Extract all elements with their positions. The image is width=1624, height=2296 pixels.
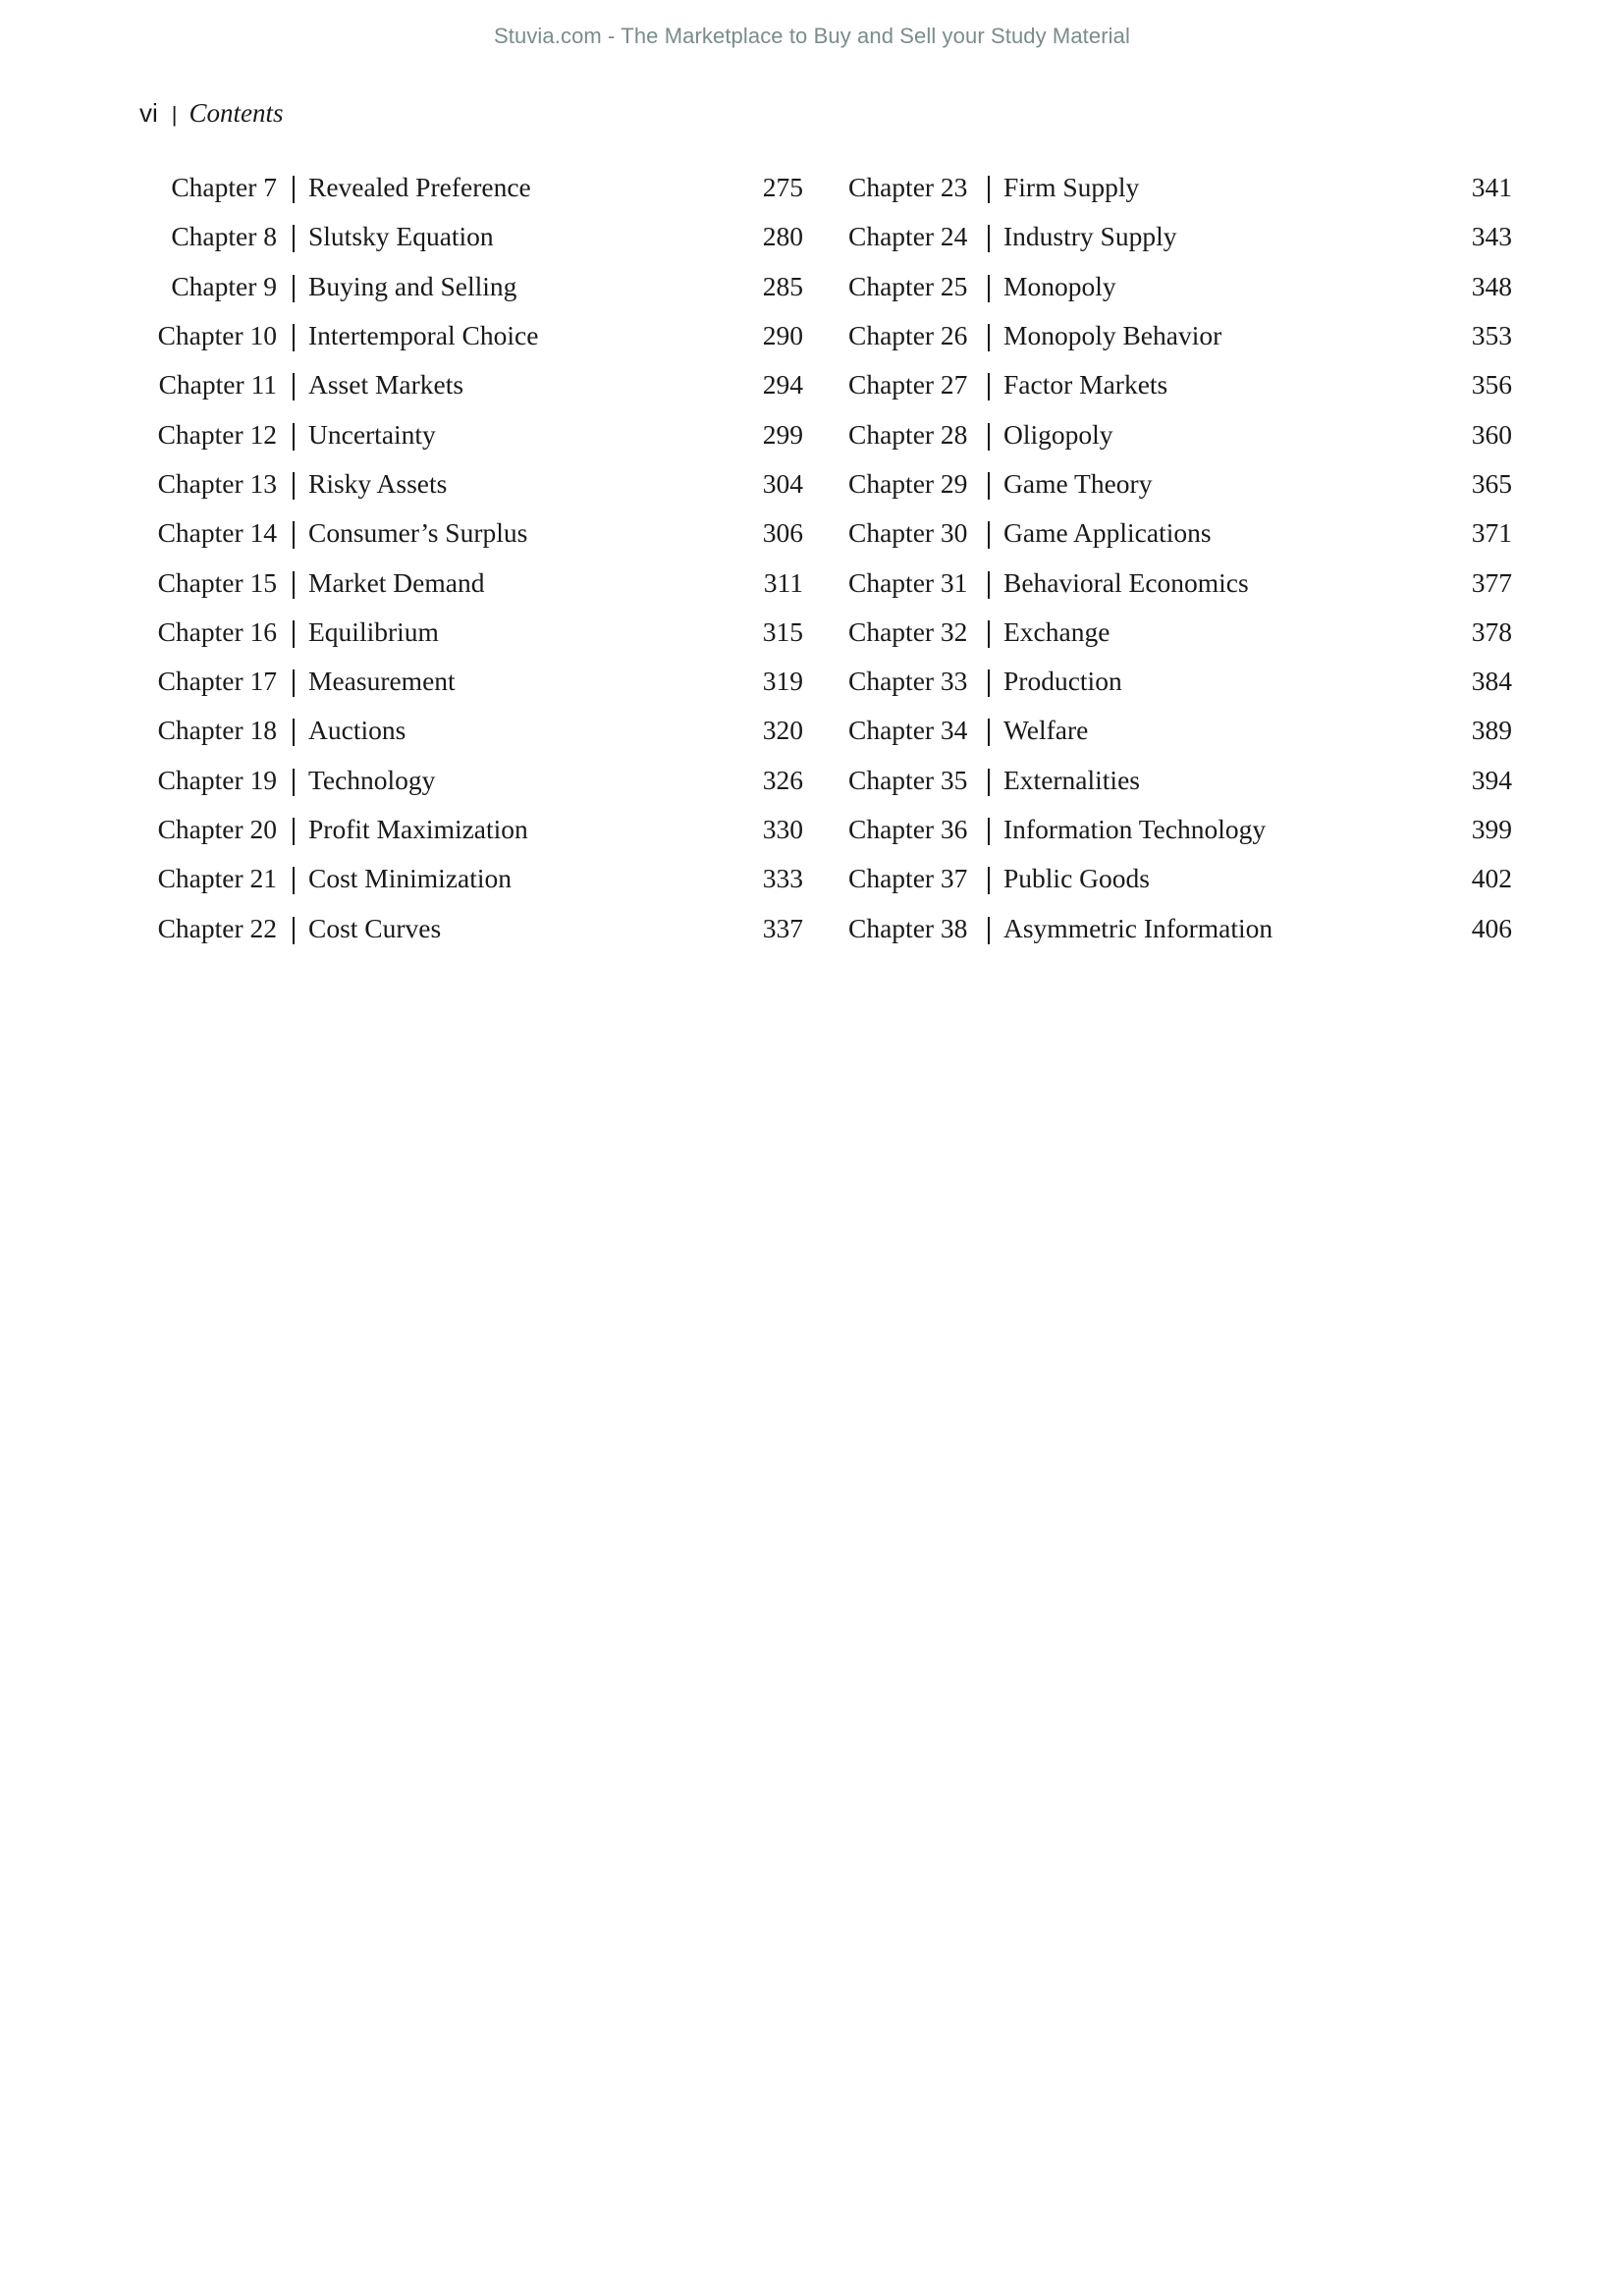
toc-entry	[139, 903, 803, 952]
toc-chapter-number: Chapter 32	[848, 615, 968, 647]
toc-chapter-title: Technology	[308, 764, 436, 795]
toc-separator-bar	[988, 719, 990, 746]
toc-right-column	[848, 163, 1512, 953]
toc-page-number: 399	[1471, 814, 1512, 844]
toc-chapter-number: Chapter 10	[157, 320, 277, 351]
toc-separator-bar	[988, 571, 990, 599]
toc-separator-bar	[988, 225, 990, 252]
toc-chapter-title: Firm Supply	[1003, 172, 1140, 203]
toc-chapter-title: Buying and Selling	[308, 270, 517, 301]
toc-chapter-number: Chapter 11	[158, 369, 277, 400]
toc-entry	[848, 311, 1512, 360]
toc-entry	[139, 657, 803, 706]
toc-entry	[848, 508, 1512, 558]
toc-chapter-title: Game Theory	[1003, 467, 1153, 499]
toc-separator-bar	[293, 571, 295, 599]
toc-chapter-title: Slutsky Equation	[308, 221, 494, 252]
toc-chapter-title: Intertemporal Choice	[308, 320, 539, 351]
toc-separator-bar	[293, 669, 295, 697]
toc-chapter-number: Chapter 13	[157, 467, 277, 499]
toc-chapter-title: Cost Curves	[308, 912, 442, 943]
toc-chapter-number: Chapter 29	[848, 467, 968, 499]
toc-chapter-title: Game Applications	[1003, 517, 1212, 549]
toc-chapter-title: Revealed Preference	[308, 172, 531, 203]
toc-separator-bar	[988, 472, 990, 500]
toc-chapter-number: Chapter 35	[848, 764, 968, 795]
toc-chapter-title: Welfare	[1003, 715, 1089, 746]
toc-chapter-number: Chapter 12	[157, 418, 277, 450]
toc-chapter-title: Equilibrium	[308, 615, 439, 647]
toc-separator-bar	[293, 917, 295, 944]
toc-page-number: 337	[762, 912, 803, 943]
toc-page-number: 356	[1471, 369, 1512, 400]
toc-page-number: 280	[762, 221, 803, 252]
toc-chapter-title: Market Demand	[308, 566, 485, 598]
toc-chapter-number: Chapter 37	[848, 863, 968, 894]
toc-page-number: 285	[762, 270, 803, 301]
toc-chapter-number: Chapter 8	[171, 221, 277, 252]
toc-entry	[848, 409, 1512, 458]
toc-page-number: 290	[762, 320, 803, 351]
toc-separator-bar	[293, 521, 295, 549]
toc-page-number: 333	[762, 863, 803, 894]
toc-chapter-number: Chapter 15	[157, 566, 277, 598]
toc-separator-bar	[293, 719, 295, 746]
toc-chapter-number: Chapter 19	[157, 764, 277, 795]
toc-chapter-title: Cost Minimization	[308, 863, 513, 894]
toc-page-number: 365	[1471, 467, 1512, 499]
toc-page-number: 315	[762, 615, 803, 647]
toc-entry	[139, 409, 803, 458]
toc-page-number: 402	[1471, 863, 1512, 894]
toc-page-number: 330	[762, 814, 803, 844]
toc-entry	[848, 212, 1512, 261]
toc-separator-bar	[988, 176, 990, 203]
toc-page-number: 319	[762, 666, 803, 697]
toc-chapter-number: Chapter 16	[157, 615, 277, 647]
toc-separator-bar	[988, 669, 990, 697]
toc-page-number: 326	[762, 764, 803, 795]
toc-chapter-number: Chapter 21	[157, 863, 277, 894]
toc-entry	[848, 657, 1512, 706]
toc-chapter-number: Chapter 30	[848, 517, 968, 549]
toc-chapter-number: Chapter 34	[848, 715, 968, 746]
toc-chapter-number: Chapter 24	[848, 221, 968, 252]
toc-page-number: 377	[1471, 566, 1512, 598]
toc-page-number: 389	[1471, 715, 1512, 746]
toc-chapter-title: Exchange	[1003, 615, 1110, 647]
toc-entry	[139, 459, 803, 508]
toc-chapter-number: Chapter 7	[171, 172, 277, 203]
toc-chapter-number: Chapter 31	[848, 566, 968, 598]
page-number: vi	[139, 98, 158, 128]
toc-separator-bar	[988, 373, 990, 400]
toc-entry	[848, 163, 1512, 212]
toc-page-number: 384	[1471, 666, 1512, 697]
toc-entry	[848, 558, 1512, 607]
toc-entry	[848, 262, 1512, 311]
toc-separator-bar	[293, 818, 295, 845]
toc-page-number: 394	[1471, 764, 1512, 795]
toc-entry	[848, 459, 1512, 508]
toc-page-number: 275	[762, 172, 803, 203]
toc-separator-bar	[988, 275, 990, 302]
toc-separator-bar	[293, 324, 295, 351]
toc-entry	[848, 608, 1512, 657]
toc-entry	[139, 262, 803, 311]
toc-page-number: 360	[1471, 418, 1512, 450]
toc-entry	[139, 706, 803, 755]
toc-separator-bar	[293, 225, 295, 252]
toc-separator-bar	[293, 769, 295, 796]
toc-chapter-number: Chapter 28	[848, 418, 968, 450]
toc-chapter-number: Chapter 23	[848, 172, 968, 203]
toc-entry	[139, 805, 803, 854]
toc-chapter-title: Factor Markets	[1003, 369, 1168, 400]
toc-chapter-title: Profit Maximization	[308, 814, 528, 844]
toc-chapter-title: Consumer’s Surplus	[308, 517, 528, 549]
toc-entry	[139, 163, 803, 212]
toc-chapter-number: Chapter 17	[157, 666, 277, 697]
running-head	[139, 98, 284, 129]
toc-chapter-title: Monopoly	[1003, 270, 1116, 301]
toc-chapter-title: Risky Assets	[308, 467, 448, 499]
toc-entry	[139, 558, 803, 607]
toc-chapter-title: Public Goods	[1003, 863, 1150, 894]
toc-entry	[848, 805, 1512, 854]
toc-separator-bar	[988, 769, 990, 796]
toc-page-number: 320	[762, 715, 803, 746]
toc-separator-bar	[293, 867, 295, 894]
toc-entry	[139, 854, 803, 903]
toc-chapter-number: Chapter 22	[157, 912, 277, 943]
toc-chapter-number: Chapter 26	[848, 320, 968, 351]
toc-entry	[848, 854, 1512, 903]
toc-chapter-title: Monopoly Behavior	[1003, 320, 1222, 351]
toc-chapter-number: Chapter 33	[848, 666, 968, 697]
toc-chapter-number: Chapter 18	[157, 715, 277, 746]
toc-separator-bar	[988, 324, 990, 351]
toc-page-number: 406	[1471, 912, 1512, 943]
toc-page-number: 294	[762, 369, 803, 400]
toc-separator-bar	[988, 521, 990, 549]
toc-page-number: 353	[1471, 320, 1512, 351]
toc-chapter-title: Externalities	[1003, 764, 1140, 795]
toc-separator-bar	[988, 423, 990, 451]
toc-chapter-title: Auctions	[308, 715, 406, 746]
toc-separator-bar	[293, 176, 295, 203]
toc-entry	[139, 212, 803, 261]
toc-chapter-number: Chapter 36	[848, 814, 968, 844]
running-head-separator: |	[171, 102, 178, 127]
toc-entry	[139, 360, 803, 409]
watermark-text: Stuvia.com - The Marketplace to Buy and Sell your Study Material	[494, 24, 1130, 48]
toc-chapter-title: Asymmetric Information	[1003, 912, 1273, 943]
toc-chapter-title: Uncertainty	[308, 418, 436, 450]
toc-page-number: 348	[1471, 270, 1512, 301]
toc-chapter-title: Industry Supply	[1003, 221, 1177, 252]
toc-chapter-title: Information Technology	[1003, 814, 1267, 844]
toc-page-number: 304	[762, 467, 803, 499]
toc-page-number: 306	[762, 517, 803, 549]
toc-separator-bar	[293, 423, 295, 451]
toc-page-number: 299	[762, 418, 803, 450]
toc-entry	[848, 360, 1512, 409]
toc-chapter-title: Production	[1003, 666, 1122, 697]
toc-chapter-number: Chapter 27	[848, 369, 968, 400]
toc-page-number: 378	[1471, 615, 1512, 647]
toc-chapter-number: Chapter 9	[171, 270, 277, 301]
toc-separator-bar	[988, 867, 990, 894]
toc-entry	[848, 903, 1512, 952]
toc-page-number: 343	[1471, 221, 1512, 252]
toc-chapter-title: Behavioral Economics	[1003, 566, 1249, 598]
toc-entry	[848, 706, 1512, 755]
toc-page-number: 311	[763, 566, 803, 598]
toc-separator-bar	[988, 818, 990, 845]
toc-page-number: 341	[1471, 172, 1512, 203]
toc-chapter-title: Asset Markets	[308, 369, 464, 400]
toc-separator-bar	[293, 620, 295, 648]
toc-page-number: 371	[1471, 517, 1512, 549]
toc-left-column	[139, 163, 803, 953]
toc-chapter-title: Oligopoly	[1003, 418, 1113, 450]
toc-chapter-number: Chapter 38	[848, 912, 968, 943]
toc-chapter-number: Chapter 25	[848, 270, 968, 301]
running-head-title: Contents	[189, 98, 284, 128]
toc-chapter-title: Measurement	[308, 666, 456, 697]
toc-separator-bar	[988, 917, 990, 944]
toc-separator-bar	[988, 620, 990, 648]
toc-entry	[139, 608, 803, 657]
toc-separator-bar	[293, 275, 295, 302]
toc-entry	[848, 756, 1512, 805]
toc-separator-bar	[293, 472, 295, 500]
toc-chapter-number: Chapter 20	[157, 814, 277, 844]
toc-entry	[139, 311, 803, 360]
toc-entry	[139, 756, 803, 805]
toc-entry	[139, 508, 803, 558]
toc-chapter-number: Chapter 14	[157, 517, 277, 549]
toc-separator-bar	[293, 373, 295, 400]
